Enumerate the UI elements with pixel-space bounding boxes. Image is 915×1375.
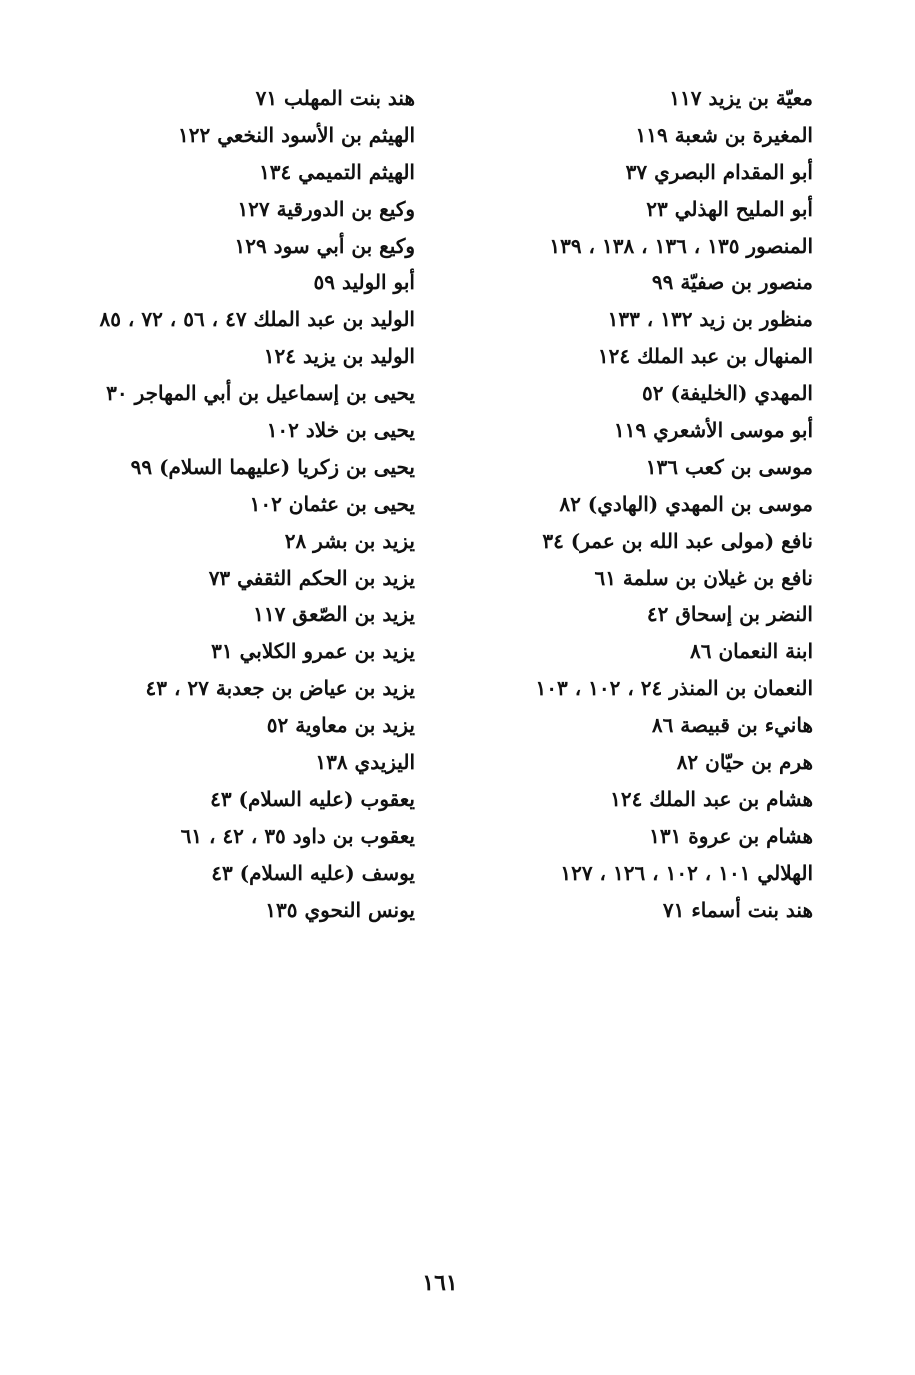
index-entry: هند بنت أسماء ٧١ <box>662 897 813 922</box>
index-entry: منصور بن صفيّة ٩٩ <box>651 270 813 295</box>
index-entry: اليزيدي ١٣٨ <box>315 750 415 775</box>
index-entry: معيّة بن يزيد ١١٧ <box>669 86 813 110</box>
index-entry: يزيد بن الصّعق ١١٧ <box>253 602 415 627</box>
index-entry: موسى بن كعب ١٣٦ <box>645 454 813 479</box>
index-entry: يزيد بن معاوية ٥٢ <box>266 713 415 738</box>
index-entry: يحيى بن إسماعيل بن أبي المهاجر ٣٠ <box>106 381 415 406</box>
index-entry: موسى بن المهدي (الهادي) ٨٢ <box>559 491 813 516</box>
index-entry: النعمان بن المنذر ٢٤ ، ١٠٢ ، ١٠٣ <box>535 676 813 701</box>
index-entry: هرم بن حيّان ٨٢ <box>676 750 813 775</box>
index-entry: يزيد بن عمرو الكلابي ٣١ <box>211 639 415 664</box>
index-entry: هانيء بن قبيصة ٨٦ <box>651 713 813 738</box>
index-entry: نافع بن غيلان بن سلمة ٦١ <box>594 565 813 590</box>
index-entry: ابنة النعمان ٨٦ <box>690 639 813 664</box>
index-entry: الهيثم بن الأسود النخعي ١٢٢ <box>178 122 415 147</box>
index-entry: يزيد بن الحكم الثقفي ٧٣ <box>208 565 415 590</box>
page-number: ١٦١ <box>422 1270 458 1296</box>
index-entry: يوسف (عليه السلام) ٤٣ <box>211 860 415 885</box>
index-entry: الوليد بن يزيد ١٢٤ <box>263 344 415 369</box>
index-entry: النضر بن إسحاق ٤٢ <box>646 602 813 627</box>
index-entry: منظور بن زيد ١٣٢ ، ١٣٣ <box>607 307 813 332</box>
index-entry: أبو المقدام البصري ٣٧ <box>625 159 813 184</box>
index-entry: هند بنت المهلب ٧١ <box>255 86 415 110</box>
index-entry: وكيع بن الدورقية ١٢٧ <box>237 196 415 221</box>
index-entry: يزيد بن عياض بن جعدبة ٢٧ ، ٤٣ <box>145 676 415 701</box>
index-entry: يحيى بن زكريا (عليهما السلام) ٩٩ <box>130 454 415 479</box>
index-entry: هشام بن عبد الملك ١٢٤ <box>610 786 813 811</box>
index-entry: المنصور ١٣٥ ، ١٣٦ ، ١٣٨ ، ١٣٩ <box>549 233 813 258</box>
index-entry: وكيع بن أبي سود ١٢٩ <box>234 233 415 258</box>
index-entry: أبو المليح الهذلي ٢٣ <box>646 196 813 221</box>
index-entry: المنهال بن عبد الملك ١٢٤ <box>597 344 813 369</box>
index-entry: الهيثم التميمي ١٣٤ <box>259 159 415 184</box>
index-entry: الهلالي ١٠١ ، ١٠٢ ، ١٢٦ ، ١٢٧ <box>560 860 813 885</box>
index-entry: يعقوب بن داود ٣٥ ، ٤٢ ، ٦١ <box>180 823 415 848</box>
index-entry: يحيى بن خلاد ١٠٢ <box>266 418 415 443</box>
index-entry: أبو الوليد ٥٩ <box>313 270 415 295</box>
index-entry: يحيى بن عثمان ١٠٢ <box>249 491 415 516</box>
index-entry: نافع (مولى عبد الله بن عمر) ٣٤ <box>542 528 813 553</box>
index-entry: أبو موسى الأشعري ١١٩ <box>613 418 813 443</box>
index-entry: يونس النحوي ١٣٥ <box>265 897 415 922</box>
index-entry: يزيد بن بشر ٢٨ <box>284 528 415 553</box>
index-column-left <box>0 80 415 928</box>
index-entry: يعقوب (عليه السلام) ٤٣ <box>210 786 415 811</box>
index-column-right <box>413 80 813 928</box>
index-entry: الوليد بن عبد الملك ٤٧ ، ٥٦ ، ٧٢ ، ٨٥ <box>99 307 415 332</box>
index-entry: هشام بن عروة ١٣١ <box>649 823 813 848</box>
index-entry: المهدي (الخليفة) ٥٢ <box>642 381 813 406</box>
index-entry: المغيرة بن شعبة ١١٩ <box>635 122 813 147</box>
